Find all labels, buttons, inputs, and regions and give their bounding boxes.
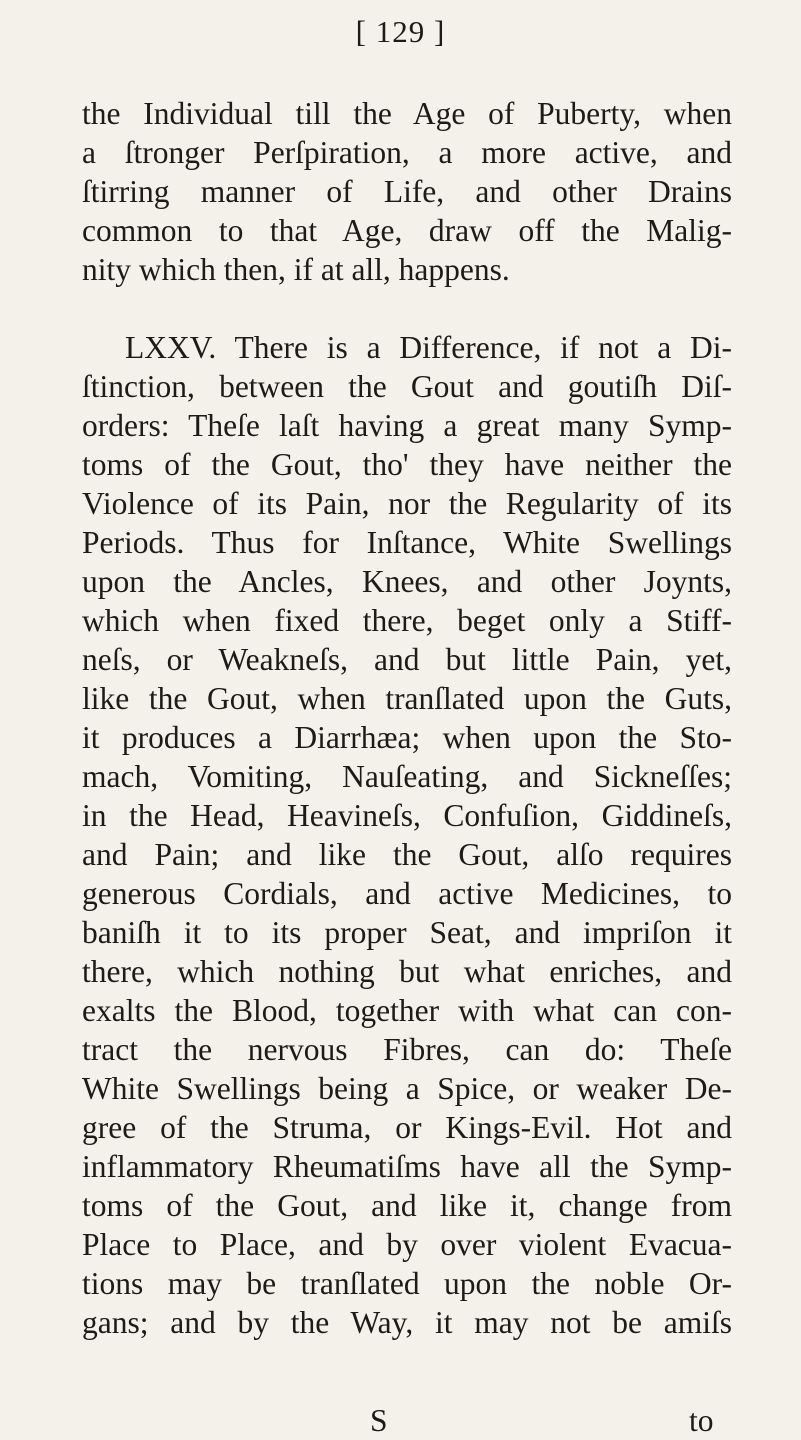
text-line: exalts the Blood, together with what can con-: [82, 993, 732, 1028]
text-line: it produces a Diarrhæa; when upon the Sto-: [82, 720, 732, 755]
text-line: tions may be tranſlated upon the noble Or-: [82, 1266, 732, 1301]
text-line: ſtirring manner of Life, and other Drains: [82, 174, 732, 209]
text-line: nity which then, if at all, happens.: [82, 252, 510, 287]
text-line: generous Cordials, and active Medicines, to: [82, 876, 732, 911]
text-line: inflammatory Rheumatiſms have all the Symp-: [82, 1149, 732, 1184]
text-line: tract the nervous Fibres, can do: Theſe: [82, 1032, 732, 1067]
text-line: in the Head, Heavineſs, Confuſion, Giddineſs,: [82, 798, 732, 833]
text-line: mach, Vomiting, Nauſeating, and Sickneſſes;: [82, 759, 732, 794]
text-line: Violence of its Pain, nor the Regularity of its: [82, 486, 732, 521]
text-line: toms of the Gout, tho' they have neither the: [82, 447, 732, 482]
text-line: neſs, or Weakneſs, and but little Pain, yet,: [82, 642, 732, 677]
text-line: gans; and by the Way, it may not be amiſs: [82, 1305, 732, 1340]
text-line: Periods. Thus for Inſtance, White Swellings: [82, 525, 732, 560]
text-line: there, which nothing but what enriches, and: [82, 954, 732, 989]
text-line: baniſh it to its proper Seat, and impriſon it: [82, 915, 732, 950]
text-line: ſtinction, between the Gout and goutiſh Diſ-: [82, 369, 732, 404]
text-line: a ſtronger Perſpiration, a more active, and: [82, 135, 732, 170]
catchword: to: [689, 1403, 714, 1438]
text-line: upon the Ancles, Knees, and other Joynts,: [82, 564, 732, 599]
text-line: orders: Theſe laſt having a great many Symp-: [82, 408, 732, 443]
text-line: the Individual till the Age of Puberty, when: [82, 96, 732, 131]
text-line: Place to Place, and by over violent Evacua-: [82, 1227, 732, 1262]
text-line: common to that Age, draw off the Malig-: [82, 213, 732, 248]
text-line: which when fixed there, beget only a Stiff-: [82, 603, 732, 638]
text-line: like the Gout, when tranſlated upon the Guts,: [82, 681, 732, 716]
text-line: gree of the Struma, or Kings-Evil. Hot and: [82, 1110, 732, 1145]
text-line: and Pain; and like the Gout, alſo requires: [82, 837, 732, 872]
text-line: LXXV. There is a Difference, if not a Di-: [125, 330, 732, 365]
text-line: toms of the Gout, and like it, change from: [82, 1188, 732, 1223]
text-line: White Swellings being a Spice, or weaker De-: [82, 1071, 732, 1106]
signature-mark: S: [370, 1403, 388, 1438]
page-number: [ 129 ]: [355, 14, 446, 49]
